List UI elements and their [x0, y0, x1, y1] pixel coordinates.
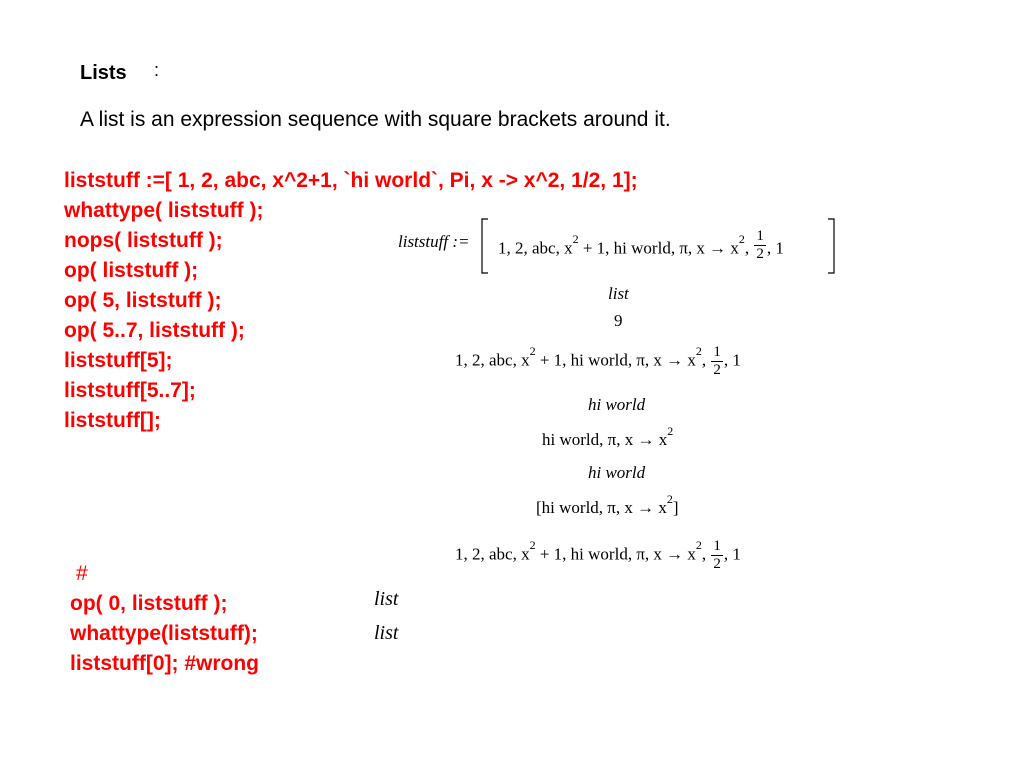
- code-line: op( liststuff );: [64, 259, 199, 282]
- code-block: [64, 166, 638, 436]
- heading-colon: :: [154, 60, 160, 80]
- output-list-body: 1, 2, abc, $x^2 + 1$, hi world, π, $x \to x^2$, $\frac{1}{2}$ , 1: [498, 228, 784, 262]
- output-op5: hi world: [588, 395, 646, 414]
- code-block-2: [70, 559, 259, 679]
- code-line: liststuff[0]; #wrong: [70, 652, 259, 675]
- output-nops: 9: [614, 311, 623, 330]
- assign-lhs: liststuff :=: [398, 232, 470, 251]
- output2-list: list: [374, 588, 399, 610]
- output-op: 1, 2, abc, $x^2 + 1$, hi world, π, $x \to x^2$, $\frac{1}{2}$ , 1: [455, 344, 741, 378]
- code-line: whattype( liststuff );: [64, 199, 264, 222]
- code-line: nops( liststuff );: [64, 229, 223, 252]
- output2-list: list: [374, 622, 399, 644]
- output-index5: hi world: [588, 463, 646, 482]
- code-line: liststuff[];: [64, 409, 161, 432]
- code-line: op( 0, liststuff );: [70, 592, 228, 615]
- code-line: whattype(liststuff);: [70, 622, 258, 645]
- output-op57: hi world, π, $x \to x^2$: [542, 424, 674, 449]
- code-line: liststuff[5..7];: [64, 379, 196, 402]
- output-index-all: 1, 2, abc, $x^2 + 1$, hi world, π, $x \to x^2$, $\frac{1}{2}$ , 1: [455, 538, 741, 572]
- output-index57: [hi world, π, $x \to x^2$]: [536, 492, 679, 517]
- left-bracket-icon: [480, 218, 490, 274]
- code-line: op( 5..7, liststuff );: [64, 319, 245, 342]
- code-line: liststuff[5];: [64, 349, 173, 372]
- code-line: liststuff :=[ 1, 2, abc, x^2+1, `hi world`, Pi, x -> x^2, 1/2, 1];: [64, 169, 638, 192]
- right-bracket-icon: [826, 218, 836, 274]
- code-line: op( 5, liststuff );: [64, 289, 222, 312]
- output-whattype: list: [608, 284, 629, 303]
- description-text: A list is an expression sequence with square brackets around it.: [80, 108, 671, 131]
- code-line: #: [76, 562, 88, 585]
- heading-title: Lists: [80, 62, 127, 84]
